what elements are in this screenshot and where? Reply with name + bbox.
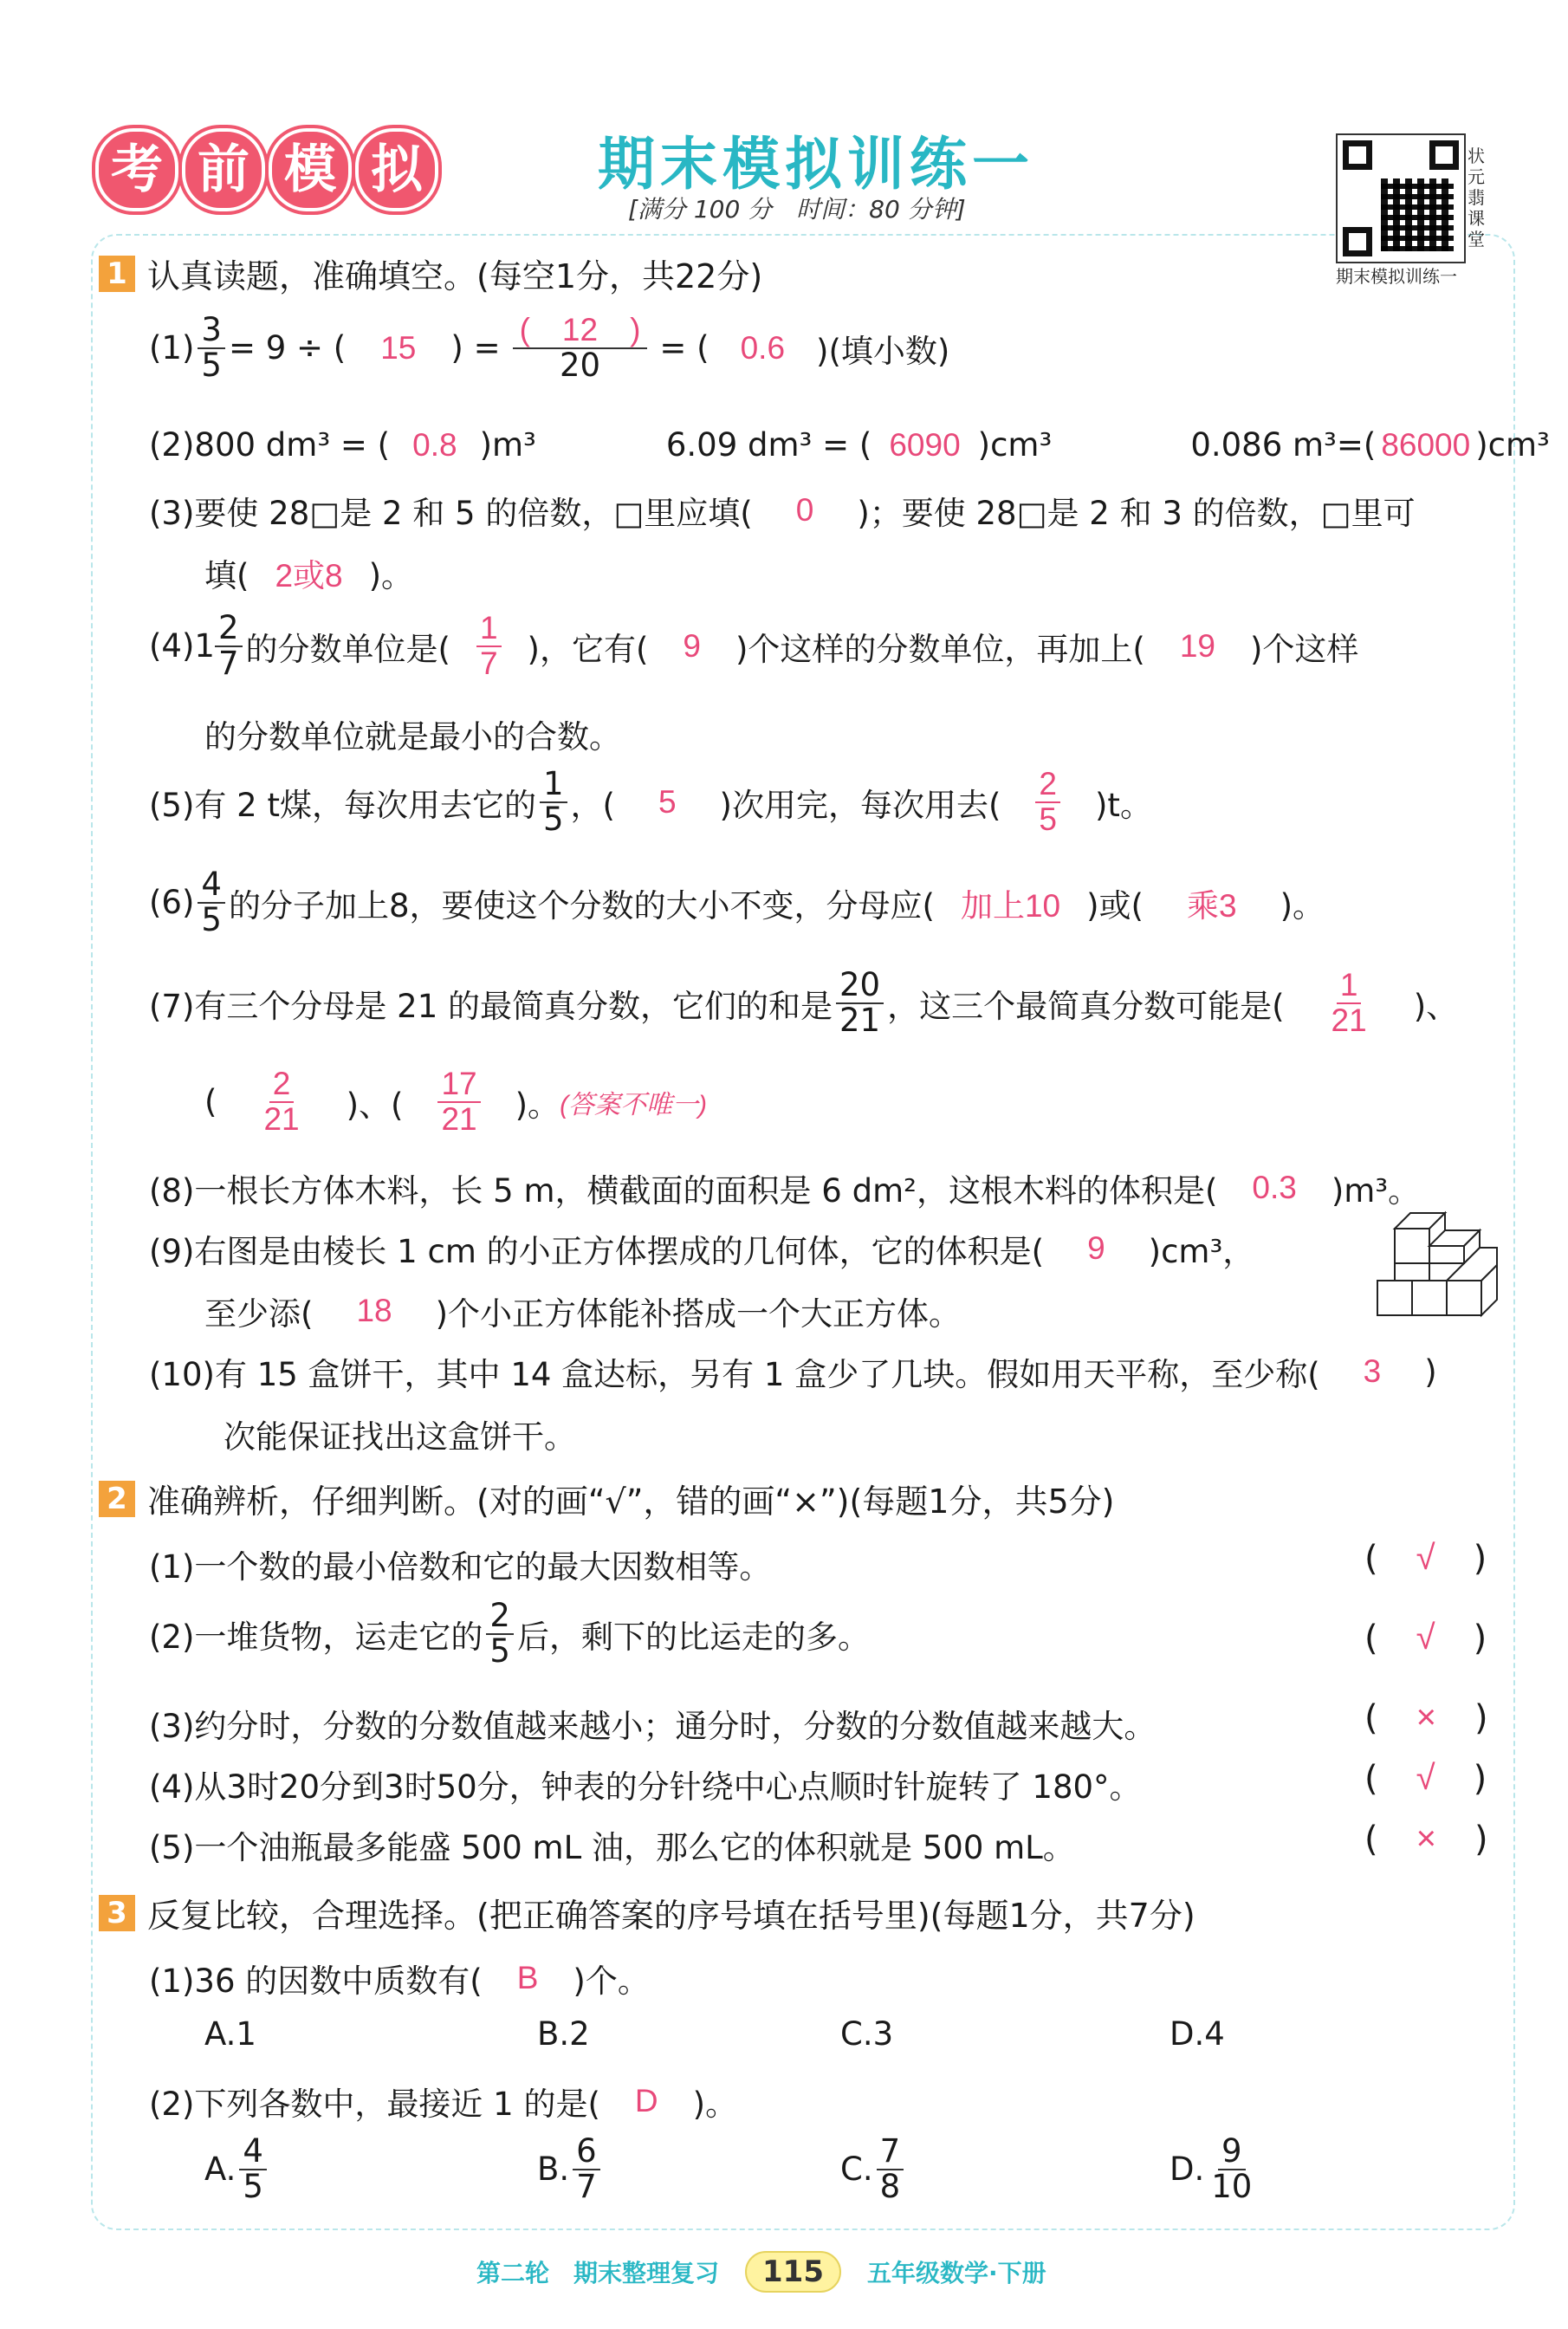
page-title: 期末模拟训练一 [598,131,1034,198]
judge-mark: ( √ ) [1364,1539,1487,1579]
question-1-4: (4)1 2 7 的分数单位是( 1 7 )，它有( 9 )个这样的分数单位，再加上( 19 )个这样 [149,609,1359,682]
option: A. 4 5 [204,2135,270,2204]
qr-caption: 期末模拟训练一 [1336,266,1457,287]
question-1-3: (3)要使 28□是 2 和 5 的倍数，□里应填( 0 )；要使 28□是 2 和 3 的倍数，□里可 [149,492,1416,532]
badge-char: 拟 [355,128,438,211]
section-title: 认真读题，准确填空。(每空1分，共22分) [147,257,763,295]
judge-4: (4)从3时20分到3时50分，钟表的分针绕中心点顺时针旋转了 180°。 [149,1768,1142,1806]
page-subtitle: [满分 100 分 时间：80 分钟] [628,195,966,224]
badge-char: 模 [269,128,352,211]
answer: 6090 [889,426,961,463]
judge-mark: ( √ ) [1364,1619,1487,1658]
question-1-4-cont: 的分数单位就是最小的合数。 [204,718,621,756]
option: D.4 [1170,2015,1225,2053]
option: B. 6 7 [537,2135,604,2204]
question-1-8: (8)一根长方体木料，长 5 m，横截面的面积是 6 dm²，这根木料的体积是( 0.3 )m³。 [149,1170,1421,1210]
footer-right: 五年级数学·下册 [867,2259,1046,2287]
question-1-10-cont: 次能保证找出这盒饼干。 [224,1418,576,1456]
section-title: 准确辨析，仔细判断。(对的画“√”，错的画“×”)(每题1分，共5分) [147,1482,1115,1521]
answer: 15 [380,329,417,366]
judge-mark: ( × ) [1364,1698,1488,1738]
question-1-3-cont: 填( 2或8 )。 [204,549,413,596]
answer: 9 [683,627,701,664]
answer: 加上10 [960,887,1061,924]
option: B.2 [537,2015,590,2053]
section-number: 2 [99,1481,135,1517]
qr-side-label: 状元翡课堂 [1468,146,1485,250]
question-1-9: (9)右图是由棱长 1 cm 的小正方体摆成的几何体，它的体积是( 9 )cm³， [149,1230,1255,1270]
answer: 19 [1179,627,1215,664]
question-1-9-cont: 至少添( 18 )个小正方体能补搭成一个大正方体。 [204,1293,962,1333]
exam-badge [95,128,438,206]
section-2-heading [99,1475,1114,1522]
question-1-2: (2)800 dm³ = ( 0.8 )m³ 6.09 dm³ = ( 6090 )cm³ 0.086 m³=( 86000 )cm³ [149,426,1550,464]
choice-1: (1)36 的因数中质数有( B )个。 [149,1960,650,2000]
answer: 18 [356,1293,392,1328]
badge-char: 考 [95,128,178,211]
answer: 86000 [1381,426,1471,463]
option: C. 7 8 [840,2135,907,2204]
judge-mark: ( √ ) [1364,1759,1487,1799]
judge-mark: ( × ) [1364,1820,1488,1859]
option: C.3 [840,2015,894,2053]
footer-left: 第二轮 期末整理复习 [476,2259,720,2287]
judge-5: (5)一个油瓶最多能盛 500 mL 油，那么它的体积就是 500 mL。 [149,1829,1075,1866]
choice-2: (2)下列各数中，最接近 1 的是( D )。 [149,2083,738,2123]
question-1-7: (7)有三个分母是 21 的最简真分数，它们的和是 20 21 ，这三个最简真分数可能是( 1 21 )、 [149,966,1459,1039]
option: A.1 [204,2015,256,2053]
section-title: 反复比较，合理选择。(把正确答案的序号填在括号里)(每题1分，共7分) [147,1897,1195,1935]
question-1-1: (1) $\frac{3}{5}$ = 9 ÷ ( 15 ) = $\frac{( 12 )}{20}$ = ( 0.6 )(填小数) [149,311,950,384]
badge-char: 前 [182,128,265,211]
answer: 3 [1363,1353,1382,1389]
answer: 乘3 [1186,887,1237,924]
answer: 0 [795,492,814,528]
answer: 9 [1087,1230,1105,1266]
answer: 0.6 [740,329,786,366]
question-1-7-cont: ( 2 21 )、( 17 21 )。 (答案不唯一) [204,1066,708,1137]
question-1-6: (6) 4 5 的分子加上8，要使这个分数的大小不变，分母应( 加上10 )或( 乘3 )。 [149,866,1325,938]
option: D. 9 10 [1170,2132,1253,2205]
page-number: 115 [745,2251,841,2293]
cube-figure-icon [1376,1203,1506,1333]
answer: B [516,1960,539,1995]
answer: D [634,2083,658,2118]
judge-1: (1)一个数的最小倍数和它的最大因数相等。 [149,1548,772,1586]
section-3-heading [99,1889,1195,1937]
section-number: 3 [99,1895,135,1931]
section-number: 1 [99,256,135,292]
answer: 0.8 [412,426,457,463]
qr-code-icon[interactable] [1336,133,1466,263]
answer: 0.3 [1252,1170,1297,1205]
page-footer [476,2251,1046,2293]
answer-note: (答案不唯一) [560,1090,708,1119]
answer: 5 [658,783,677,820]
section-1-heading [99,250,762,297]
question-1-10: (10)有 15 盒饼干，其中 14 盒达标，另有 1 盒少了几块。假如用天平称，至少称( 3 ) [149,1353,1437,1393]
judge-2: (2)一堆货物，运走它的 2 5 后，剩下的比运走的多。 [149,1597,870,1670]
answer: 2或8 [275,558,343,594]
judge-3: (3)约分时，分数的分数值越来越小；通分时，分数的分数值越来越大。 [149,1708,1157,1745]
question-1-5: (5)有 2 t煤，每次用去它的 1 5 ，( 5 )次用完，每次用去( 2 5 )t。 [149,765,1152,838]
